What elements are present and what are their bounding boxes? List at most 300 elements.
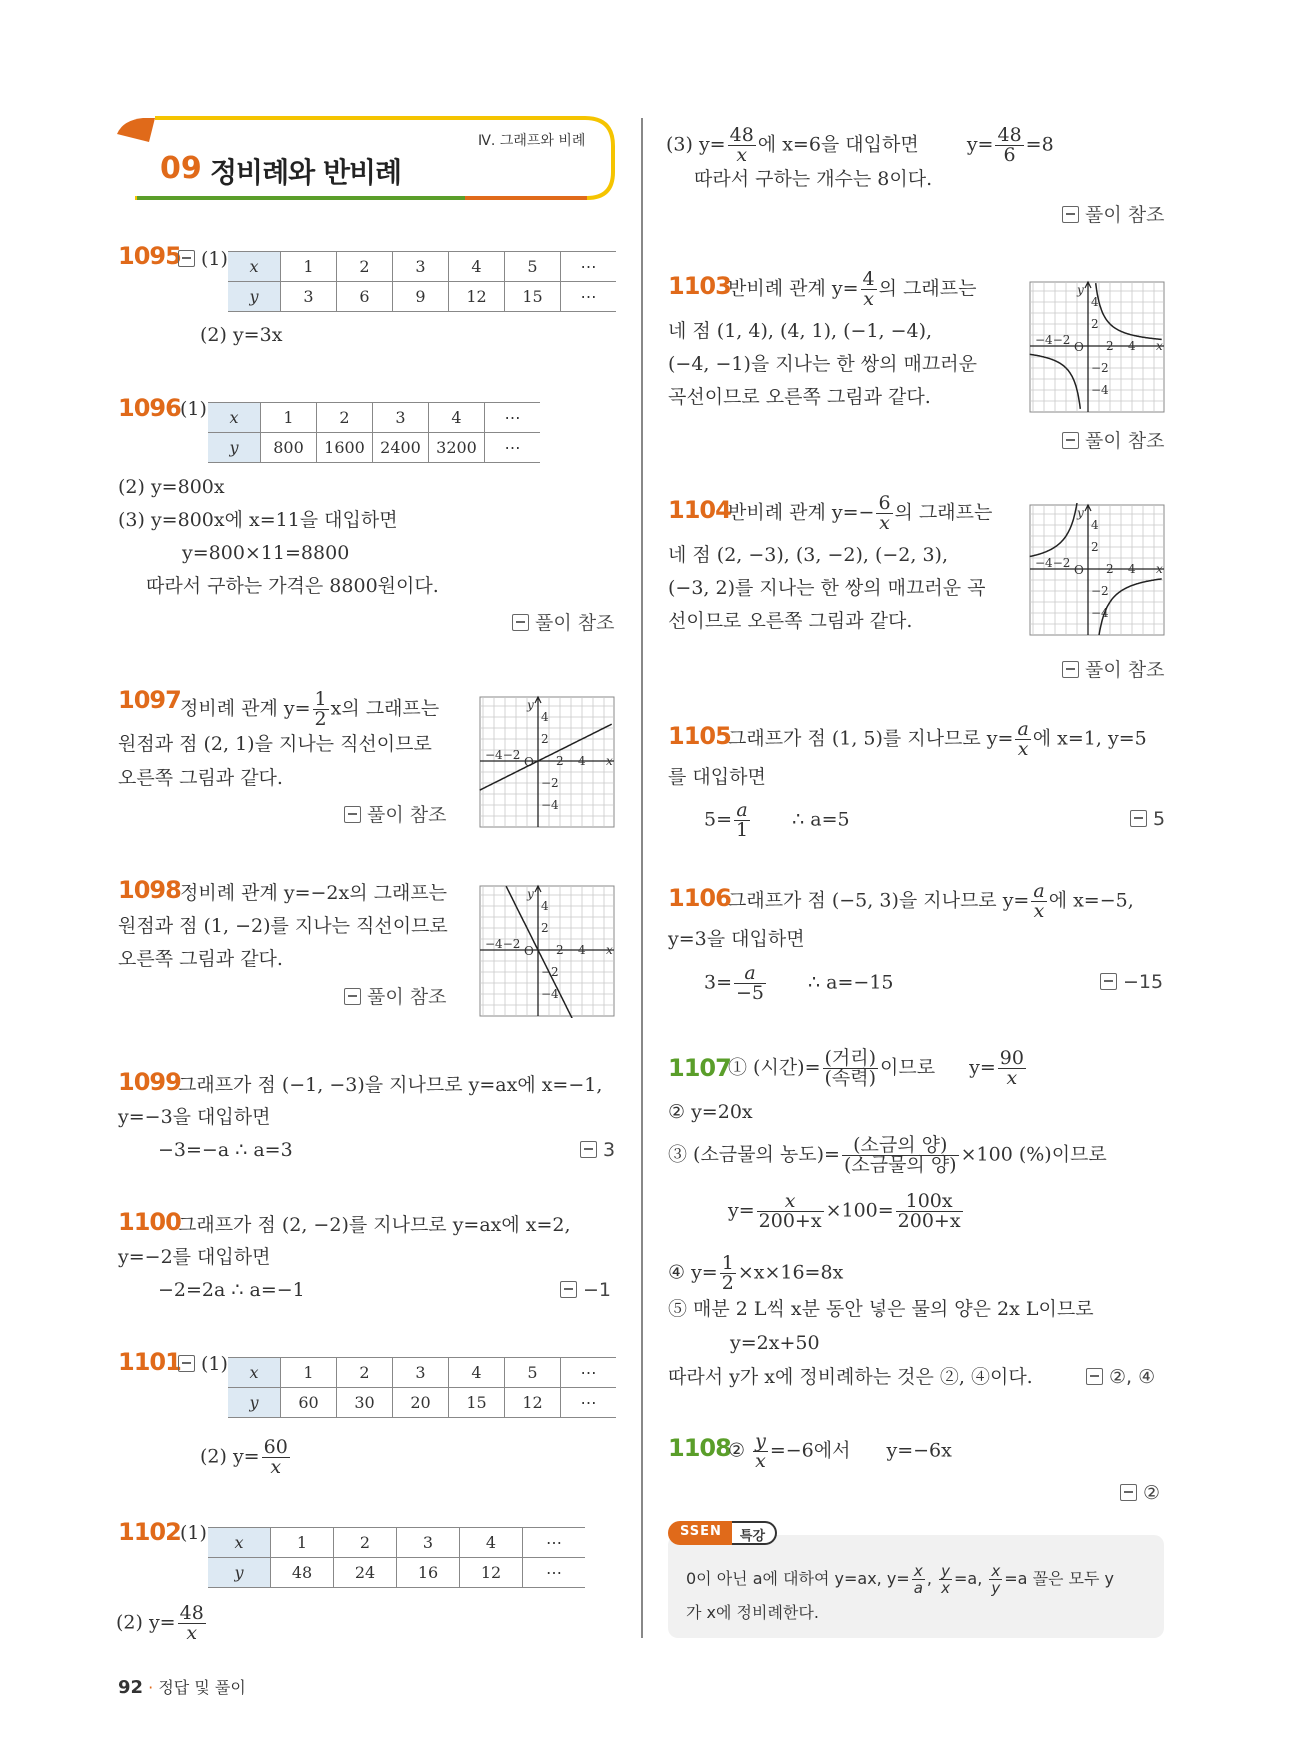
part-label: (1) <box>201 1353 228 1375</box>
table-cell: 1600 <box>317 433 373 463</box>
text: ① (시간)= <box>728 1056 821 1079</box>
numerator: 100x <box>896 1192 963 1212</box>
numerator: 90 <box>999 1047 1024 1069</box>
problem-1096-line3: (3) y=800x에 x=11을 대입하면 <box>118 509 398 531</box>
text: y= <box>728 1199 755 1222</box>
tip-badge-ssen: SSEN <box>668 1521 732 1545</box>
text: 그래프가 점 (−5, 3)을 지나므로 y= <box>728 889 1030 912</box>
tick-label: 2 <box>541 921 549 935</box>
table-cell: 3 <box>393 252 449 282</box>
table-cell: x <box>208 403 261 433</box>
tick-label: 2 <box>1091 317 1099 331</box>
denominator: (소금물의 양) <box>843 1154 957 1176</box>
denominator: (속력) <box>824 1067 877 1089</box>
tick-label: −2 <box>541 965 559 979</box>
denominator: x <box>186 1622 198 1644</box>
text: 에 x=6을 대입하면 <box>757 133 919 156</box>
numerator: 1 <box>314 688 327 710</box>
table-cell: 4 <box>460 1528 523 1558</box>
table-row-y <box>208 1558 585 1588</box>
numerator: (거리) <box>824 1047 877 1069</box>
problem-number-1107: 1107 <box>668 1054 731 1082</box>
problem-1098-line2: 원점과 점 (1, −2)를 지나는 직선이므로 <box>118 915 448 937</box>
numerator: (소금의 양) <box>842 1136 959 1156</box>
table-cell: ⋯ <box>523 1528 586 1558</box>
problem-1098-line3: 오른쪽 그림과 같다. <box>118 948 283 970</box>
numerator: 48 <box>729 124 754 146</box>
text: 에 x=1, y=5 <box>1032 727 1147 750</box>
answer-icon <box>178 250 195 267</box>
footer-text: 정답 및 풀이 <box>158 1678 246 1697</box>
tip-line2: 가 x에 정비례한다. <box>686 1603 819 1622</box>
table-cell: 48 <box>271 1558 334 1588</box>
tip-badge <box>668 1521 777 1545</box>
x-axis-label: x <box>1156 339 1163 353</box>
x-axis-label: x <box>1156 562 1163 576</box>
tick-label: −4 <box>541 987 559 1001</box>
problem-1096-line2: (2) y=800x <box>118 476 225 498</box>
text: (3) y= <box>666 133 726 156</box>
table-row-y <box>208 433 540 463</box>
value-table-1095 <box>228 251 616 312</box>
numerator: a <box>734 964 766 984</box>
answer-text: 풀이 참조 <box>1085 204 1165 226</box>
table-row-x <box>208 1528 585 1558</box>
table-cell: 2 <box>334 1528 397 1558</box>
table-cell: 60 <box>281 1388 337 1418</box>
text: (2) y= <box>116 1611 176 1634</box>
denominator: x <box>863 288 874 310</box>
fraction <box>912 1563 925 1596</box>
answer-icon <box>1130 810 1147 827</box>
problem-1098-line1: 정비례 관계 y=−2x의 그래프는 <box>180 882 448 904</box>
table-row-x <box>228 1358 616 1388</box>
tick-label: −4−2 <box>1035 556 1071 570</box>
tick-label: −4−2 <box>485 748 521 762</box>
answer-icon <box>512 614 529 631</box>
fraction <box>998 1049 1026 1088</box>
section-number: 09 <box>160 151 202 186</box>
table-cell: 5 <box>505 1358 561 1388</box>
table-cell: 1 <box>271 1528 334 1558</box>
problem-1107-line7: y=2x+50 <box>730 1332 820 1354</box>
answer-icon <box>1100 973 1117 990</box>
table-cell: 4 <box>449 1358 505 1388</box>
problem-1102-label: (1) <box>180 1522 207 1544</box>
answer-text: 풀이 참조 <box>1085 659 1165 681</box>
table-cell: x <box>228 1358 281 1388</box>
fraction <box>823 1049 879 1088</box>
table-row-y <box>228 282 616 312</box>
denominator: x <box>736 144 748 166</box>
denominator: x <box>941 1579 950 1597</box>
problem-number-1095: 1095 <box>118 242 181 270</box>
answer-ref-1096 <box>512 608 614 635</box>
fraction <box>753 1432 768 1471</box>
problem-1095-part1 <box>178 246 228 272</box>
text: ② <box>728 1439 746 1462</box>
problem-1107-line4 <box>728 1192 965 1231</box>
tick-label: −4−2 <box>485 937 521 951</box>
denominator: x <box>1006 1067 1018 1089</box>
text: ∴ a=−15 <box>808 971 894 994</box>
answer-icon <box>1086 1368 1103 1385</box>
problem-number-1102: 1102 <box>118 1518 181 1546</box>
part-label: (1) <box>201 248 228 270</box>
tick-label: 4 <box>541 710 549 724</box>
answer-text: ②, ④ <box>1109 1366 1156 1388</box>
table-cell: ⋯ <box>561 1388 617 1418</box>
problem-number-1101: 1101 <box>118 1348 181 1376</box>
fraction <box>896 1192 963 1231</box>
text: 의 그래프는 <box>894 501 993 524</box>
table-cell: 24 <box>334 1558 397 1588</box>
answer-icon <box>1062 206 1079 223</box>
answer-icon <box>1062 432 1079 449</box>
answer-ref-1102 <box>1062 200 1164 227</box>
answer-icon <box>1062 661 1079 678</box>
denominator: 6 <box>1003 144 1016 166</box>
tick-label: 2 <box>1106 339 1114 353</box>
text: 의 그래프는 <box>878 277 977 300</box>
numerator: x <box>757 1192 824 1212</box>
table-cell: 12 <box>460 1558 523 1588</box>
y-axis-label: y <box>527 887 534 901</box>
table-cell: 3200 <box>429 433 485 463</box>
table-cell: 30 <box>337 1388 393 1418</box>
origin-label: O <box>524 755 534 769</box>
tick-label: −2 <box>1091 361 1109 375</box>
graph-1103 <box>1028 280 1166 414</box>
fraction <box>939 1563 952 1596</box>
numerator: a <box>1033 880 1045 902</box>
text: 에 x=−5, <box>1048 889 1134 912</box>
value-table-1101 <box>228 1357 616 1418</box>
table-cell: y <box>208 433 261 463</box>
answer-icon <box>178 1355 195 1372</box>
tick-label: 2 <box>556 943 564 957</box>
text: ×100 (%)이므로 <box>960 1143 1107 1166</box>
table-cell: 9 <box>393 282 449 312</box>
denominator: x <box>755 1450 766 1472</box>
answer-icon <box>344 988 361 1005</box>
problem-1103-line3: (−4, −1)을 지나는 한 쌍의 매끄러운 <box>668 353 977 375</box>
fraction <box>995 126 1023 165</box>
answer-icon <box>344 806 361 823</box>
problem-1097-line1 <box>180 690 439 729</box>
denominator: 200+x <box>897 1210 961 1232</box>
fraction <box>734 801 750 840</box>
problem-1097-line2: 원점과 점 (2, 1)을 지나는 직선이므로 <box>118 733 432 755</box>
problem-1107-line8: 따라서 y가 x에 정비례하는 것은 ②, ④이다. <box>668 1366 1033 1388</box>
table-cell: y <box>208 1558 271 1588</box>
problem-1100-line2: y=−2를 대입하면 <box>118 1246 271 1268</box>
answer-text: 풀이 참조 <box>1085 430 1165 452</box>
tick-label: 2 <box>1106 562 1114 576</box>
problem-1102-part3-line2: 따라서 구하는 개수는 8이다. <box>694 168 933 190</box>
problem-number-1104: 1104 <box>668 496 731 524</box>
numerator: x <box>912 1563 925 1580</box>
value-table-1102 <box>208 1527 585 1588</box>
denominator: 2 <box>721 1272 734 1294</box>
text: (2) y= <box>200 1445 260 1468</box>
numerator: 4 <box>862 268 875 290</box>
problem-1107-line2: ② y=20x <box>668 1101 753 1123</box>
page-number: 92 <box>118 1677 144 1698</box>
problem-number-1106: 1106 <box>668 884 731 912</box>
answer-1105 <box>1130 808 1165 830</box>
table-cell: 2400 <box>373 433 429 463</box>
denominator: x <box>879 512 890 534</box>
text: y= <box>966 133 994 156</box>
fraction <box>178 1604 206 1643</box>
answer-text: 풀이 참조 <box>535 612 615 634</box>
text: 0이 아닌 a에 대하여 y=ax, y= <box>686 1569 910 1588</box>
answer-icon <box>560 1281 577 1298</box>
fraction <box>734 964 766 1003</box>
graph-1104 <box>1028 503 1166 637</box>
y-axis-label: y <box>1077 283 1084 297</box>
problem-1102-part2 <box>116 1604 208 1643</box>
footer <box>118 1675 246 1698</box>
problem-1107-line3 <box>668 1136 1107 1175</box>
table-cell: ⋯ <box>485 433 541 463</box>
problem-1103-line4: 곡선이므로 오른쪽 그림과 같다. <box>668 386 931 408</box>
tick-label: 4 <box>1091 518 1099 532</box>
tick-label: −4−2 <box>1035 333 1071 347</box>
problem-number-1098: 1098 <box>118 876 181 904</box>
fraction <box>313 690 329 729</box>
tick-label: 4 <box>578 754 586 768</box>
answer-icon <box>580 1141 597 1158</box>
fraction <box>728 126 756 165</box>
problem-number-1097: 1097 <box>118 686 181 714</box>
answer-1108 <box>1120 1482 1160 1504</box>
answer-1099 <box>580 1139 615 1161</box>
denominator: 2 <box>314 708 327 730</box>
answer-1107 <box>1086 1366 1155 1388</box>
problem-1100-line3: −2=2a ∴ a=−1 <box>158 1279 305 1301</box>
tick-label: 4 <box>1128 562 1136 576</box>
problem-1099-line1: 그래프가 점 (−1, −3)을 지나므로 y=ax에 x=−1, <box>178 1074 603 1096</box>
answer-1106 <box>1100 971 1163 993</box>
fraction <box>1015 720 1030 759</box>
answer-ref-1098 <box>344 982 446 1009</box>
origin-label: O <box>1074 563 1084 577</box>
denominator: y <box>991 1579 1001 1597</box>
answer-text: 풀이 참조 <box>367 804 447 826</box>
problem-1105-line3 <box>704 801 850 840</box>
denominator: x <box>1033 900 1045 922</box>
table-cell: ⋯ <box>523 1558 586 1588</box>
answer-text: 3 <box>603 1139 616 1161</box>
problem-1096-line5: 따라서 구하는 가격은 8800원이다. <box>146 575 439 597</box>
denominator: a <box>913 1579 923 1597</box>
problem-1104-line3: (−3, 2)를 지나는 한 쌍의 매끄러운 곡 <box>668 577 986 599</box>
table-cell: ⋯ <box>561 1358 617 1388</box>
column-divider <box>641 118 643 1638</box>
tick-label: 2 <box>556 754 564 768</box>
table-cell: 15 <box>505 282 561 312</box>
tick-label: −4 <box>1091 606 1109 620</box>
table-cell: 3 <box>373 403 429 433</box>
tick-label: −2 <box>541 776 559 790</box>
numerator: 60 <box>263 1436 288 1458</box>
tip-badge-special: 특강 <box>732 1521 777 1545</box>
problem-1100-line1: 그래프가 점 (2, −2)를 지나므로 y=ax에 x=2, <box>178 1214 571 1236</box>
table-cell: 4 <box>449 252 505 282</box>
tick-label: 4 <box>1091 295 1099 309</box>
answer-icon <box>1120 1484 1137 1501</box>
problem-1101-part2 <box>200 1438 292 1477</box>
table-row-y <box>228 1388 616 1418</box>
table-row-x <box>208 403 540 433</box>
problem-1099-line2: y=−3을 대입하면 <box>118 1106 271 1128</box>
table-cell: 3 <box>393 1358 449 1388</box>
text: 5= <box>704 808 733 831</box>
text: 정비례 관계 y= <box>180 697 311 720</box>
text: =a 꼴은 모두 y <box>1004 1569 1115 1588</box>
problem-1107-line5 <box>668 1254 843 1293</box>
footer-dot: · <box>148 1678 154 1697</box>
problem-1103-line2: 네 점 (1, 4), (4, 1), (−1, −4), <box>668 320 933 342</box>
origin-label: O <box>524 944 534 958</box>
text: 3= <box>704 971 733 994</box>
problem-1101-part1 <box>178 1351 228 1377</box>
x-axis-label: x <box>606 754 613 768</box>
text: x의 그래프는 <box>330 697 440 720</box>
problem-1095-part2: (2) y=3x <box>200 324 283 346</box>
fraction <box>720 1254 736 1293</box>
text: 그래프가 점 (1, 5)를 지나므로 y= <box>728 727 1014 750</box>
problem-1105-line2: 를 대입하면 <box>668 766 766 788</box>
denominator: x <box>1017 738 1029 760</box>
numerator: a <box>734 801 750 821</box>
table-cell: ⋯ <box>561 252 617 282</box>
graph-1097 <box>478 695 616 829</box>
problem-1103-line1 <box>728 270 976 309</box>
problem-1096-label: (1) <box>180 398 207 420</box>
problem-1104-line1 <box>728 494 992 533</box>
answer-ref-1104 <box>1062 655 1164 682</box>
value-table-1096 <box>208 402 540 463</box>
text: y=−6x <box>886 1439 952 1462</box>
graph-1098 <box>478 884 616 1018</box>
table-cell: 12 <box>505 1388 561 1418</box>
table-cell: y <box>228 282 281 312</box>
table-cell: 3 <box>397 1528 460 1558</box>
fraction <box>262 1438 290 1477</box>
problem-1106-line2: y=3을 대입하면 <box>668 928 805 950</box>
tick-label: −4 <box>1091 383 1109 397</box>
numerator: x <box>991 1562 1001 1580</box>
numerator: a <box>1017 718 1029 740</box>
text: =−6에서 <box>769 1439 851 1462</box>
text: ∴ a=5 <box>792 808 850 831</box>
numerator: 48 <box>997 124 1022 146</box>
problem-number-1096: 1096 <box>118 394 181 422</box>
text: ×x×16=8x <box>737 1261 844 1284</box>
tick-label: 4 <box>578 943 586 957</box>
problem-1106-line3 <box>704 964 894 1003</box>
answer-ref-1097 <box>344 800 446 827</box>
table-cell: x <box>228 252 281 282</box>
problem-number-1105: 1105 <box>668 722 731 750</box>
numerator: y <box>755 1430 766 1452</box>
fraction <box>757 1192 824 1231</box>
table-cell: 3 <box>281 282 337 312</box>
answer-text: 풀이 참조 <box>367 986 447 1008</box>
problem-number-1103: 1103 <box>668 272 731 300</box>
numerator: 1 <box>721 1252 734 1274</box>
numerator: 6 <box>878 492 891 514</box>
problem-1107-line6: ⑤ 매분 2 L씩 x분 동안 넣은 물의 양은 2x L이므로 <box>668 1298 1094 1320</box>
table-cell: ⋯ <box>561 282 617 312</box>
tick-label: 4 <box>1128 339 1136 353</box>
text: =8 <box>1025 133 1054 156</box>
problem-1104-line4: 선이므로 오른쪽 그림과 같다. <box>668 610 913 632</box>
table-cell: ⋯ <box>485 403 541 433</box>
answer-text: 5 <box>1153 808 1166 830</box>
table-cell: 12 <box>449 282 505 312</box>
text: ④ y= <box>668 1261 718 1284</box>
table-cell: 2 <box>317 403 373 433</box>
origin-label: O <box>1074 340 1084 354</box>
text: 이므로 <box>880 1056 936 1079</box>
text: ③ (소금물의 농도)= <box>668 1143 840 1166</box>
table-cell: 800 <box>261 433 317 463</box>
text: y= <box>969 1056 996 1079</box>
denominator: 1 <box>736 819 749 841</box>
problem-1099-line3: −3=−a ∴ a=3 <box>158 1139 293 1161</box>
problem-1096-line4: y=800×11=8800 <box>182 542 350 564</box>
problem-number-1099: 1099 <box>118 1068 181 1096</box>
table-cell: 4 <box>429 403 485 433</box>
denominator: −5 <box>736 982 765 1004</box>
table-cell: 1 <box>281 1358 337 1388</box>
answer-1100 <box>560 1279 611 1301</box>
text: =a, <box>953 1569 983 1588</box>
fraction <box>861 270 877 309</box>
table-cell: y <box>228 1388 281 1418</box>
table-cell: 2 <box>337 252 393 282</box>
y-axis-label: y <box>1077 506 1084 520</box>
problem-1107-line1 <box>728 1049 1028 1088</box>
answer-text: ② <box>1143 1482 1161 1504</box>
table-cell: 16 <box>397 1558 460 1588</box>
tick-label: 2 <box>1091 540 1099 554</box>
text: 반비례 관계 y= <box>728 277 859 300</box>
numerator: y <box>941 1562 950 1580</box>
problem-1097-line3: 오른쪽 그림과 같다. <box>118 767 283 789</box>
y-axis-label: y <box>527 698 534 712</box>
tick-label: 2 <box>541 732 549 746</box>
fraction <box>1031 882 1046 921</box>
tick-label: −4 <box>541 798 559 812</box>
chapter-label: Ⅳ. 그래프와 비례 <box>478 133 586 149</box>
problem-1104-line2: 네 점 (2, −3), (3, −2), (−2, 3), <box>668 544 948 566</box>
x-axis-label: x <box>606 943 613 957</box>
table-row-x <box>228 252 616 282</box>
problem-1106-line1 <box>728 882 1134 921</box>
text: ×100= <box>825 1199 894 1222</box>
fraction <box>876 494 892 533</box>
fraction <box>989 1563 1002 1596</box>
tick-label: 4 <box>541 899 549 913</box>
answer-text: −1 <box>583 1279 612 1301</box>
table-cell: 2 <box>337 1358 393 1388</box>
section-title: 정비례와 반비례 <box>210 156 402 189</box>
